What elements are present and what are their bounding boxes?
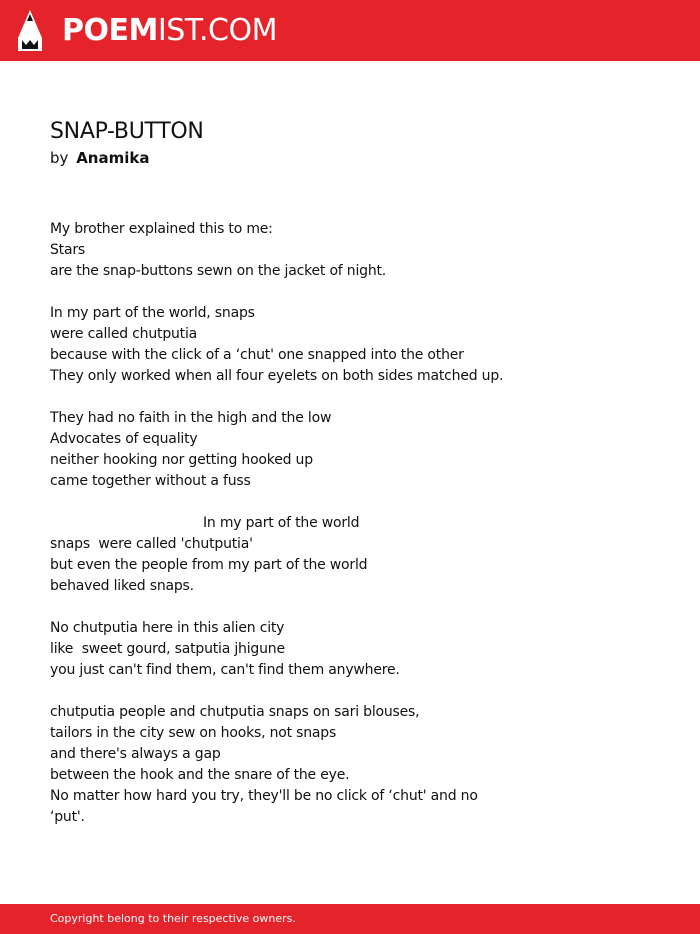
poem-line: and there's always a gap	[50, 746, 221, 762]
poem-line: but even the people from my part of the world	[50, 557, 368, 573]
poem-line: They only worked when all four eyelets on both sides matched up.	[50, 368, 504, 384]
poem-author: Anamika	[76, 149, 150, 167]
poem-line: Advocates of equality	[50, 431, 198, 447]
poem-line: came together without a fuss	[50, 473, 251, 489]
logo-text-bold: POEM	[62, 13, 158, 48]
stanza	[50, 219, 670, 282]
poem-line: snaps were called 'chutputia'	[50, 536, 253, 552]
stanza	[50, 513, 670, 597]
poem-line: chutputia people and chutputia snaps on sari blouses,	[50, 704, 420, 720]
stanza	[50, 618, 670, 681]
poem-line: No matter how hard you try, they'll be no click of ‘chut' and no	[50, 788, 478, 804]
poem-line: behaved liked snaps.	[50, 578, 194, 594]
site-footer	[0, 904, 700, 934]
poem-line: because with the click of a ‘chut' one snapped into the other	[50, 347, 464, 363]
poem-line: They had no faith in the high and the low	[50, 410, 332, 426]
pencil-tip-icon	[18, 10, 42, 51]
logo-text-light: IST.COM	[157, 13, 277, 48]
poem-title: SNAP-BUTTON	[50, 119, 204, 144]
stanza	[50, 408, 670, 492]
stanza	[50, 303, 670, 387]
site-header	[0, 0, 700, 61]
poem-line: My brother explained this to me:	[50, 221, 273, 237]
poem-line: In my part of the world, snaps	[50, 305, 255, 321]
poem-line: neither hooking nor getting hooked up	[50, 452, 313, 468]
copyright-text: Copyright belong to their respective owners.	[50, 912, 296, 925]
poem-line: In my part of the world	[203, 515, 360, 531]
poem-line: tailors in the city sew on hooks, not snaps	[50, 725, 337, 741]
poem-line: you just can't find them, can't find them anywhere.	[50, 662, 400, 678]
poem-line: ‘put'.	[50, 809, 85, 825]
poem-line: are the snap-buttons sewn on the jacket of night.	[50, 263, 387, 279]
stanza	[50, 702, 670, 828]
poem-body	[50, 219, 670, 849]
poem-line: like sweet gourd, satputia jhigune	[50, 641, 285, 657]
by-label: by	[50, 149, 69, 167]
poem-line: No chutputia here in this alien city	[50, 620, 285, 636]
poem-byline	[50, 148, 149, 169]
site-logo[interactable]	[62, 14, 277, 48]
poem-line: were called chutputia	[50, 326, 198, 342]
poem-line: Stars	[50, 242, 86, 258]
poem-line: between the hook and the snare of the eye.	[50, 767, 350, 783]
